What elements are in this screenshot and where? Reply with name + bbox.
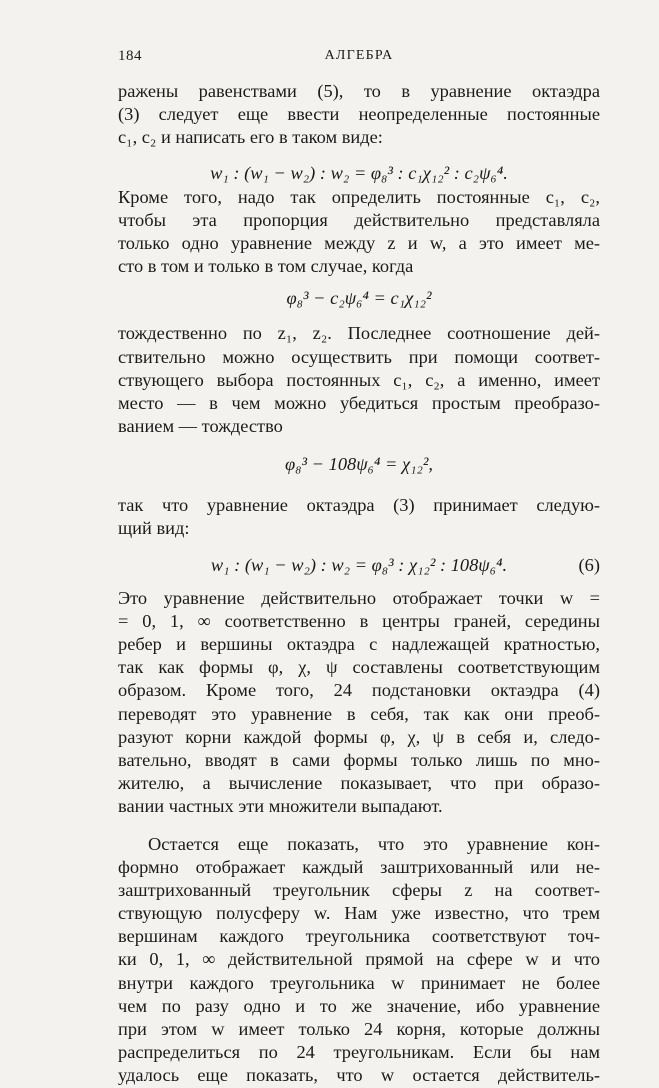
- paragraph-2: [118, 186, 600, 279]
- text-line: чтобы эта пропорция действительно представляла: [118, 209, 600, 230]
- paragraph-6: [118, 833, 600, 1088]
- text-line: заштрихованный треугольник сферы z на соответ-: [118, 879, 600, 900]
- text-line: формно отображает каждый заштрихованный или не-: [118, 856, 600, 877]
- text-line: переводят это уравнение в себя, так как они преоб-: [118, 703, 600, 724]
- text-line: распределиться по 24 треугольникам. Если бы нам: [118, 1042, 600, 1063]
- text-line: Это уравнение действительно отображает точки w =: [118, 587, 600, 608]
- text-line: c₁, c₂ и написать его в таком виде:: [118, 127, 383, 148]
- text-line: ванием — тождество: [118, 416, 283, 437]
- formula-condition: φ₈³ − c₂ψ₆⁴ = c₁χ₁₂²: [286, 288, 432, 309]
- page-number: 184: [118, 48, 142, 64]
- text-line: вании частных эти множители выпадают.: [118, 796, 443, 817]
- paragraph-3: [118, 322, 600, 438]
- text-line: вательно, вводят в сами формы только лишь по мно-: [118, 749, 600, 770]
- formula-identity: φ₈³ − 108ψ₆⁴ = χ₁₂²,: [284, 454, 434, 475]
- paragraph-5: [118, 587, 600, 819]
- formula-octahedron-general: w₁ : (w₁ − w₂) : w₂ = φ₈³ : c₁χ₁₂² : c₂ψ₆⁴.: [210, 162, 508, 183]
- text-line: Остается еще показать, что это уравнение кон-: [148, 833, 600, 854]
- text-line: (3) следует еще ввести неопределенные постоянные: [118, 104, 600, 125]
- text-line: ствующего выбора постоянных c₁, c₂, а именно, имеет: [118, 369, 600, 390]
- body-text: [118, 80, 600, 1088]
- paragraph-gap: [118, 819, 600, 833]
- text-line: при этом w имеет только 24 корня, которые должны: [118, 1019, 600, 1039]
- text-line: сто в том и только в том случае, когда: [118, 256, 414, 277]
- text-line: = 0, 1, ∞ соответственно в центры граней, середины: [118, 610, 600, 631]
- text-line: тождественно по z₁, z₂. Последнее соотношение дей-: [118, 323, 600, 344]
- text-line: разуют корни каждой формы φ, χ, ψ в себя и, следо-: [118, 726, 600, 747]
- running-title: АЛГЕБРА: [324, 48, 394, 63]
- text-line: чем по разу одно и то же значение, ибо уравнение: [118, 995, 600, 1016]
- text-line: ражены равенствами (5), то в уравнение октаэдра: [118, 81, 600, 101]
- text-line: ствительно можно осуществить при помощи соответ-: [118, 346, 600, 367]
- text-line: Кроме того, надо так определить постоянные c₁, c₂,: [118, 186, 600, 207]
- paragraph-4: [118, 494, 600, 540]
- paragraph-1: [118, 80, 600, 150]
- equation-number: (6): [578, 554, 600, 575]
- text-line: ки 0, 1, ∞ действительной прямой на сфере w и что: [118, 949, 600, 970]
- text-line: щий вид:: [118, 518, 190, 539]
- text-line: ребер и вершины октаэдра с надлежащей кратностью,: [118, 634, 600, 654]
- formula-octahedron-equation: [118, 551, 600, 579]
- text-line: только одно уравнение между z и w, а это имеет ме-: [118, 232, 600, 253]
- text-line: образом. Кроме того, 24 подстановки октаэдра (4): [118, 680, 600, 701]
- text-line: жителю, а вычисление показывает, что при образо-: [118, 773, 600, 794]
- text-line: так как формы φ, χ, ψ составлены соответствующим: [118, 657, 600, 678]
- text-line: место — в чем можно убедиться простым преобразо-: [118, 392, 600, 413]
- page-header: [118, 44, 600, 68]
- formula-6-body: w₁ : (w₁ − w₂) : w₂ = φ₈³ : χ₁₂² : 108ψ₆⁴.: [210, 554, 508, 575]
- text-line: внутри каждого треугольника w принимает не более: [118, 972, 600, 993]
- text-line: ствующую полусферу w. Нам уже известно, что трем: [118, 903, 600, 924]
- text-line: удалось еще показать, что w остается действитель-: [118, 1065, 600, 1086]
- text-line: так что уравнение октаэдра (3) принимает следую-: [118, 495, 600, 516]
- text-line: вершинам каждого треугольника соответствуют точ-: [118, 926, 600, 947]
